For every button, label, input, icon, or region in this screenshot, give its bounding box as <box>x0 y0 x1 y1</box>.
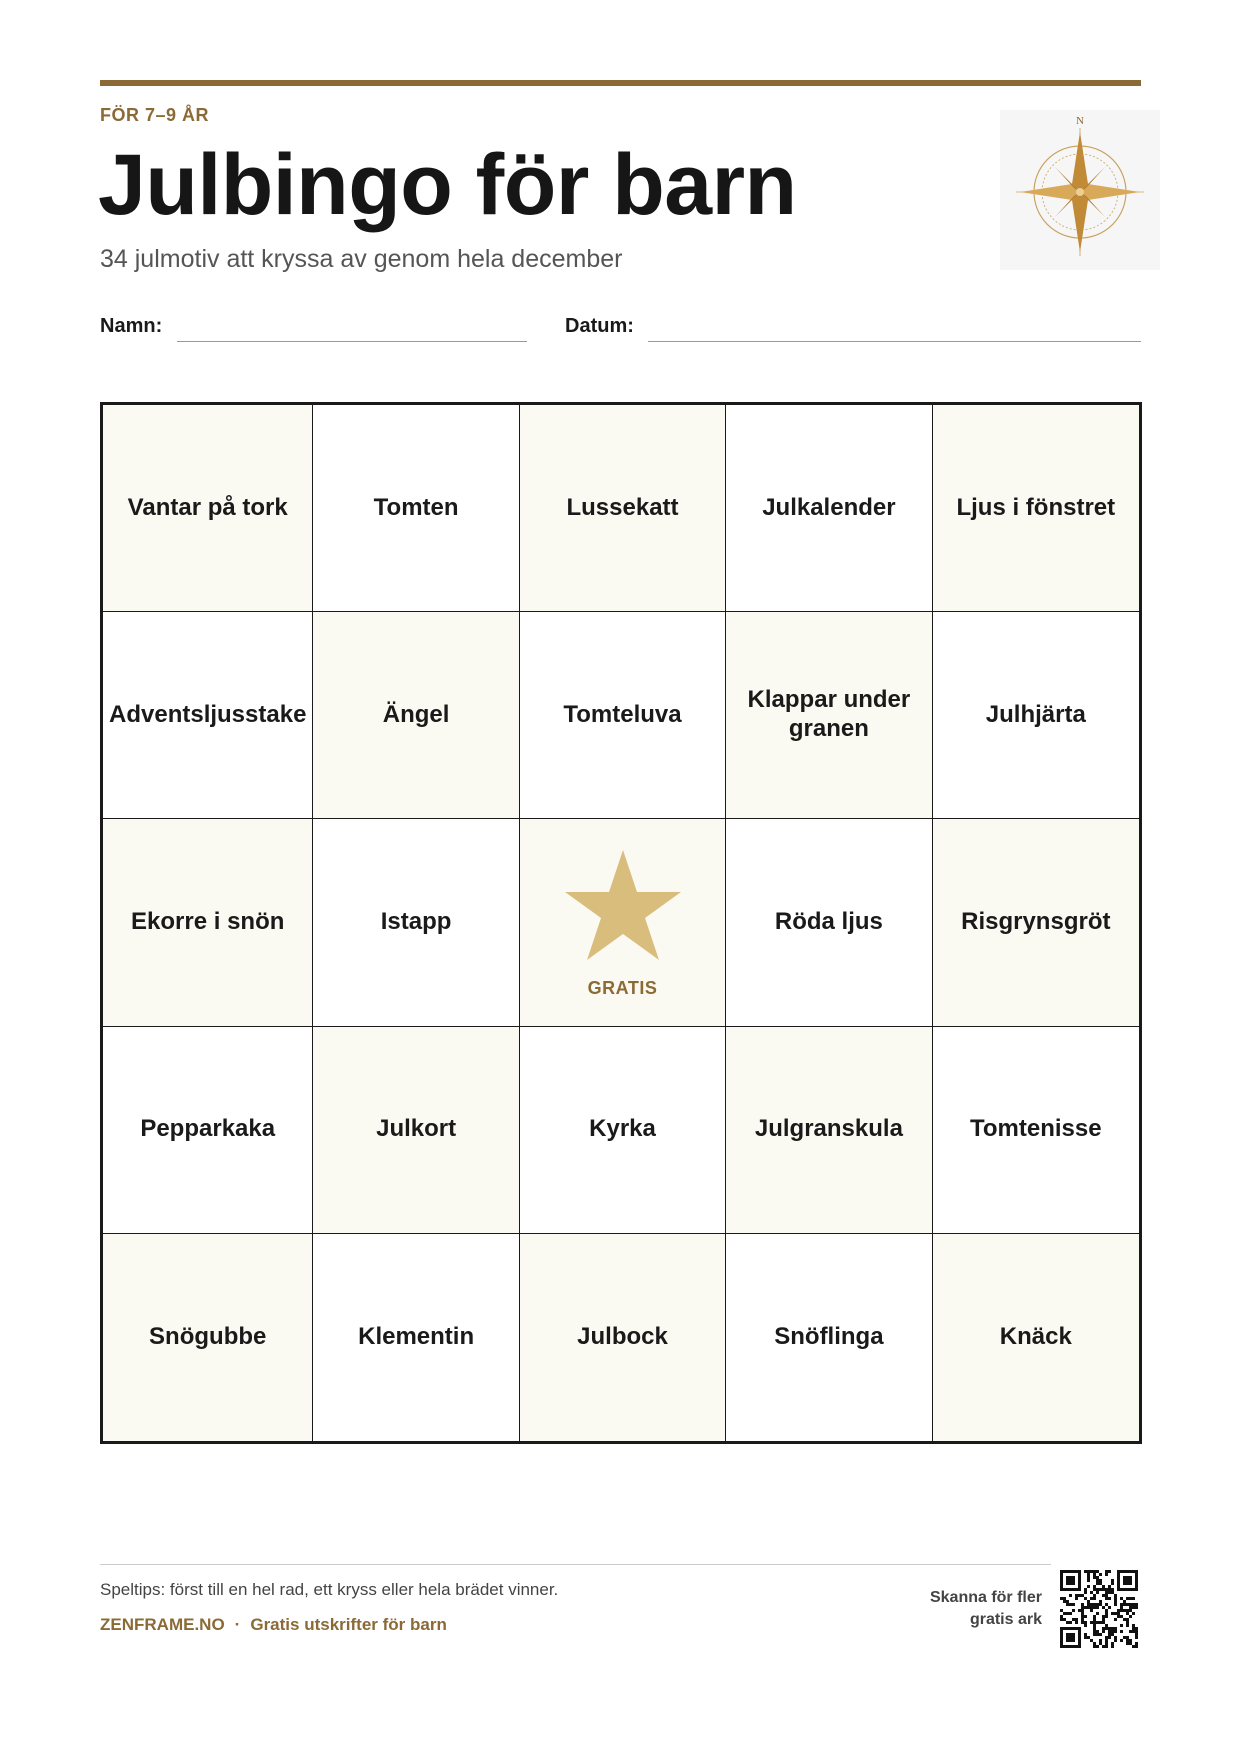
brand-line <box>100 1615 447 1635</box>
bingo-cell[interactable] <box>313 819 519 1026</box>
bingo-cell-label: Julgranskula <box>754 1115 903 1143</box>
bingo-cell-label: Risgrynsgröt <box>961 908 1111 936</box>
bingo-cell-label: Klappar under granen <box>747 686 911 743</box>
bingo-cell[interactable] <box>103 1027 313 1234</box>
bingo-cell-label: Julhjärta <box>985 700 1086 728</box>
footer-divider <box>100 1564 1051 1565</box>
bingo-cell[interactable] <box>520 1027 726 1234</box>
bingo-cell-label: Tomten <box>373 493 459 521</box>
bingo-cell[interactable] <box>726 1234 932 1441</box>
name-line[interactable] <box>177 341 527 342</box>
compass-north-label: N <box>1076 115 1084 127</box>
scan-line-2: gratis ark <box>969 1611 1042 1629</box>
scan-line-1: Skanna för fler <box>929 1589 1042 1606</box>
bingo-cell-label: Adventsljusstake <box>109 700 307 728</box>
bingo-cell-label: Klementin <box>358 1322 475 1350</box>
page-subtitle: 34 julmotiv att kryssa av genom hela december <box>100 245 623 273</box>
star-icon <box>561 846 685 964</box>
bingo-cell-label: Istapp <box>380 908 452 936</box>
compass-rose-icon <box>1000 110 1160 270</box>
bingo-cell-label: Ekorre i snön <box>131 908 285 936</box>
bingo-cell-label: Vantar på tork <box>127 493 288 521</box>
bingo-cell[interactable] <box>933 612 1139 819</box>
bingo-cell-label: Ljus i fönstret <box>956 493 1116 521</box>
bingo-cell-label: Tomtenisse <box>970 1115 1102 1143</box>
game-tip: Speltips: först till en hel rad, ett kryss eller hela brädet vinner. <box>100 1580 559 1599</box>
brand-separator: · <box>234 1615 241 1634</box>
bingo-cell[interactable] <box>520 612 726 819</box>
bingo-cell[interactable] <box>933 405 1139 612</box>
bingo-cell-label: Ängel <box>382 700 450 728</box>
bingo-cell-label: Kyrka <box>589 1115 656 1143</box>
bingo-cell-label: Tomteluva <box>563 700 682 728</box>
bingo-cell[interactable] <box>520 405 726 612</box>
bingo-cell[interactable] <box>103 819 313 1026</box>
brand-tagline: Gratis utskrifter för barn <box>250 1615 447 1634</box>
bingo-cell[interactable] <box>933 1027 1139 1234</box>
bingo-cell-label: Knäck <box>999 1322 1072 1350</box>
bingo-cell[interactable] <box>726 1027 932 1234</box>
qr-code-icon[interactable] <box>1060 1570 1138 1648</box>
scan-caption <box>930 1587 1042 1632</box>
bingo-cell[interactable] <box>103 612 313 819</box>
bingo-board <box>100 402 1142 1444</box>
bingo-cell[interactable] <box>520 1234 726 1441</box>
age-label: FÖR 7–9 ÅR <box>100 105 210 125</box>
bingo-cell-label: Pepparkaka <box>140 1115 276 1143</box>
bingo-cell-label: Julbock <box>577 1322 668 1350</box>
bingo-cell[interactable] <box>726 819 932 1026</box>
page-title: Julbingo för barn <box>98 137 797 233</box>
bingo-cell-label: Röda ljus <box>774 908 883 936</box>
name-label: Namn: <box>100 315 163 337</box>
bingo-cell[interactable] <box>933 819 1139 1026</box>
bingo-cell[interactable] <box>933 1234 1139 1441</box>
bingo-cell-label: Snögubbe <box>149 1322 267 1350</box>
bingo-cell[interactable] <box>103 1234 313 1441</box>
free-space-cell[interactable] <box>520 819 726 1026</box>
bingo-cell[interactable] <box>313 405 519 612</box>
bingo-cell[interactable] <box>726 612 932 819</box>
brand-name[interactable]: ZENFRAME.NO <box>100 1615 225 1634</box>
bingo-cell-label: Snöflinga <box>774 1322 884 1350</box>
top-accent-bar <box>100 80 1141 86</box>
bingo-cell[interactable] <box>313 1234 519 1441</box>
bingo-cell[interactable] <box>103 405 313 612</box>
date-label: Datum: <box>565 315 634 337</box>
free-space-label: GRATIS <box>587 977 658 998</box>
bingo-cell-label: Lussekatt <box>566 493 679 521</box>
bingo-cell[interactable] <box>313 612 519 819</box>
bingo-cell[interactable] <box>313 1027 519 1234</box>
bingo-cell-label: Julkort <box>376 1115 457 1143</box>
date-line[interactable] <box>648 341 1141 342</box>
bingo-cell[interactable] <box>726 405 932 612</box>
bingo-cell-label: Julkalender <box>762 493 896 521</box>
